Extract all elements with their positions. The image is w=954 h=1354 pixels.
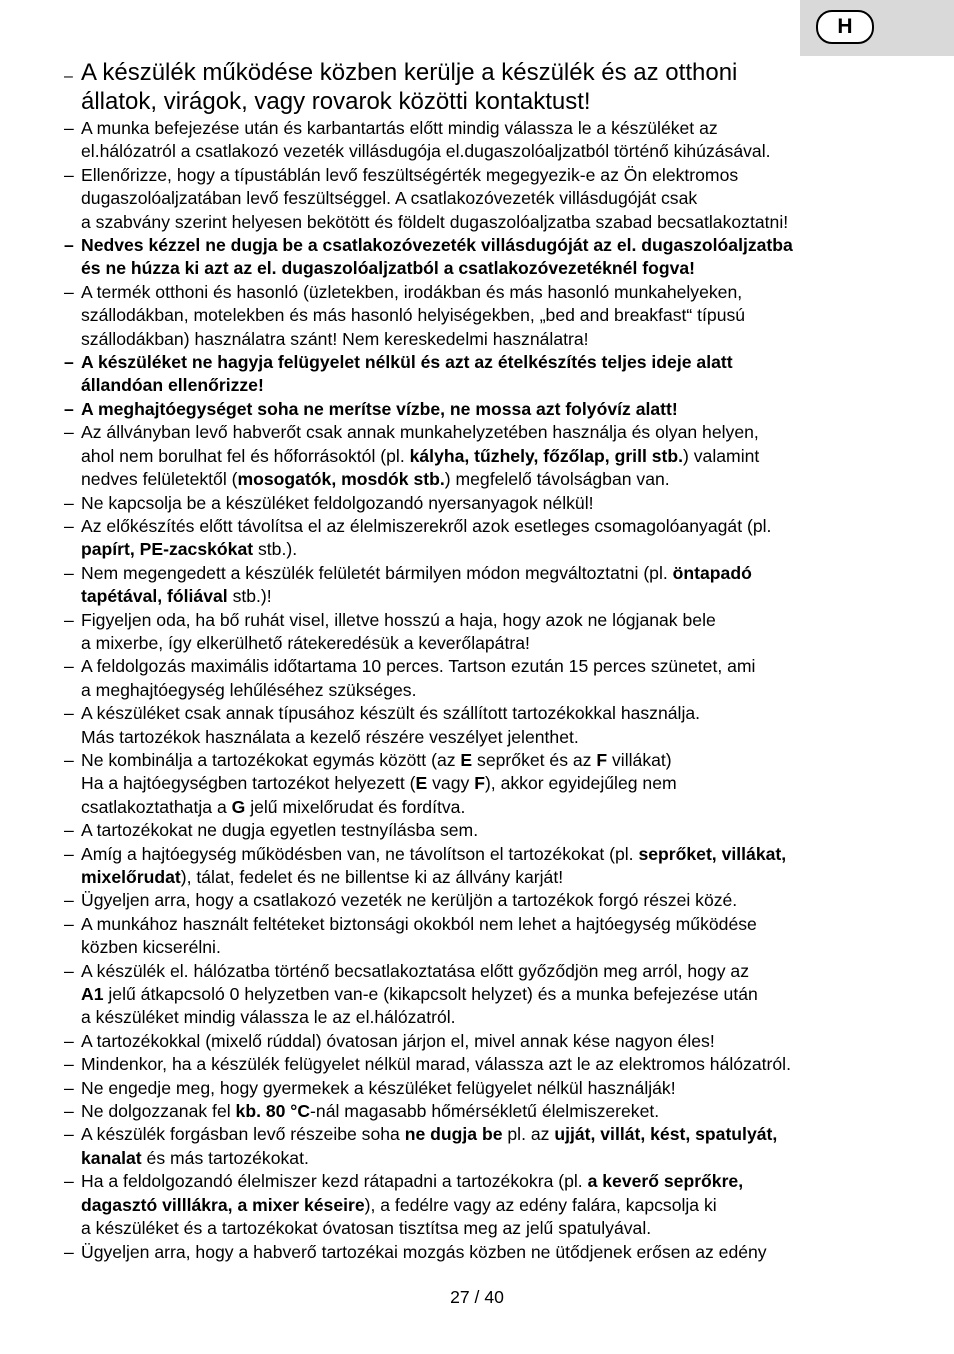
instruction-item [64,234,914,281]
instruction-item [64,655,914,702]
text-run: stb.). [253,539,298,560]
bold-text: kanalat [81,1147,142,1168]
text-run: ) megfelelő távolságban van. [444,469,670,490]
instruction-item [64,960,914,1030]
text-run: és más tartozékokat. [141,1147,309,1168]
text-run: jelű átkapcsoló 0 helyzetben van-e (kikapcsolt helyzet) és a munka befejezése után [103,984,758,1005]
text-run: Ügyeljen arra, hogy a habverő tartozékai mozgás közben ne ütődjenek erősen az edény [81,1241,767,1262]
text-run: Mindenkor, ha a készülék felügyelet nélkül marad, válassza azt le az elektromos hálózatról. [81,1054,791,1075]
language-badge: H [816,10,874,44]
bold-text: kályha, tűzhely, főzőlap, grill stb. [409,445,684,466]
instruction-item [64,702,914,749]
text-run: a meghajtóegység lehűléséhez szükséges. [81,679,417,700]
text-run: A készülék el. hálózatba történő becsatlakoztatása előtt győződjön meg arról, hogy az [81,960,749,981]
text-run: Az állványban levő habverőt csak annak munkahelyzetében használja és olyan helyen, [81,422,759,443]
page-number: 27 / 40 [450,1287,504,1307]
bold-text: F [596,749,608,770]
bullet-dash: – [64,820,74,841]
instruction-item [64,1053,914,1076]
instruction-item [64,421,914,491]
instruction-item [64,1123,914,1170]
text-run: A készülék működése közben kerülje a készülék és az otthoni [81,59,738,86]
bullet-dash: – [64,1241,74,1262]
text-run: A munka befejezése után és karbantartás előtt mindig válassza le a készüléket az [81,118,718,138]
instruction-item [64,843,914,890]
bullet-dash: – [64,656,74,677]
text-run: a készüléket mindig válassza le az el.hálózatról. [81,1007,456,1028]
text-run: A készüléket ne hagyja felügyelet nélkül és azt az ételkészítés teljes ideje alatt [81,352,733,373]
bullet-dash: – [64,164,74,185]
text-run: Az előkészítés előtt távolítsa el az élelmiszerekről azok esetleges csomagolóanyagát (pl. [81,515,772,536]
instruction-item [64,58,914,116]
text-run: Ne engedje meg, hogy gyermekek a készüléket felügyelet nélkül használják! [81,1077,676,1098]
text-run: el.hálózatról a csatlakozó vezeték villásdugója el.dugaszolóaljzatból történő kihúzásával. [81,141,771,162]
bullet-dash: – [64,68,73,85]
instruction-item [64,913,914,960]
text-run: ) valamint [683,445,760,466]
bold-text: E [460,749,473,770]
instructions-list [64,58,914,1264]
bold-text: a keverő seprőkre, [587,1171,744,1192]
instruction-item [64,515,914,562]
bullet-dash: – [64,352,74,373]
text-run: A termék otthoni és hasonló (üzletekben, irodákban és más hasonló munkahelyeken, [81,281,743,302]
instruction-item [64,1077,914,1100]
bullet-dash: – [64,492,74,513]
bullet-dash: – [64,843,74,864]
instruction-item [64,1030,914,1053]
text-run: Nem megengedett a készülék felületét bármilyen módon megváltoztatni (pl. [81,562,673,583]
text-run: A készülék forgásban levő részeibe soha [81,1124,405,1145]
instruction-item [64,609,914,656]
text-run: vagy [427,773,475,794]
bold-text: seprőket, villákat, [638,843,787,864]
text-run: Ne kombinálja a tartozékokat egymás között (az [81,749,461,770]
bullet-dash: – [64,1171,74,1192]
bold-text: A1 [81,984,104,1005]
text-run: stb.)! [227,586,272,607]
text-run: nedves felületektől ( [81,469,238,490]
text-run: állandóan ellenőrizze! [81,375,264,396]
instruction-item [64,351,914,398]
text-run: Ügyeljen arra, hogy a csatlakozó vezeték ne kerüljön a tartozékok forgó részei közé. [81,890,738,911]
instruction-item [64,398,914,421]
instruction-item [64,117,914,164]
bullet-dash: – [64,960,74,981]
text-run: Amíg a hajtóegység működésben van, ne távolítson el tartozékokat (pl. [81,843,639,864]
text-run: Ha a hajtóegységben tartozékot helyezett ( [81,773,416,794]
bullet-dash: – [64,1054,74,1075]
text-run: a mixerbe, így elkerülhető rátekeredésük a keverőlapátra! [81,632,530,653]
bold-text: G [231,796,246,817]
bullet-dash: – [64,515,74,536]
text-run: Figyeljen oda, ha bő ruhát visel, illetve hosszú a haja, hogy azok ne lógjanak bele [81,609,716,630]
bold-text: öntapadó [672,562,752,583]
bold-text: tapétával, fóliával [81,586,228,607]
bullet-dash: – [64,1101,74,1122]
text-run: ), akkor egyidejűleg nem [484,773,677,794]
text-run: A készüléket csak annak típusához készült és szállított tartozékokkal használja. [81,703,701,724]
text-run: állatok, virágok, vagy rovarok közötti kontaktust! [81,88,591,115]
bullet-dash: – [64,398,74,419]
text-run: ), a fedélre vagy az edény falára, kapcsolja ki [364,1194,717,1215]
text-run: A feldolgozás maximális időtartama 10 perces. Tartson ezután 15 perces szünetet, ami [81,656,756,677]
bullet-dash: – [64,609,74,630]
instruction-item [64,492,914,515]
bullet-dash: – [64,913,74,934]
text-run: és ne húzza ki azt az el. dugaszolóaljzatból a csatlakozóvezetéknél fogva! [81,258,696,279]
text-run: pl. az [502,1124,555,1145]
instruction-item [64,889,914,912]
bold-text: ne dugja be [404,1124,503,1145]
text-run: szállodákban) használatra szánt! Nem kereskedelmi használatra! [81,328,589,349]
bold-text: papírt, PE-zacskókat [81,539,254,560]
instruction-item [64,819,914,842]
bullet-dash: – [64,749,74,770]
bullet-dash: – [64,890,74,911]
text-run: közben kicserélni. [81,937,221,958]
bullet-dash: – [64,118,74,138]
bold-text: E [415,773,428,794]
bold-text: F [474,773,485,794]
instruction-item [64,281,914,351]
text-run: dugaszolóaljzatában levő feszültséggel. A csatlakozóvezeték villásdugóját csak [81,188,698,209]
instruction-item [64,749,914,819]
text-run: -nál magasabb hőmérsékletű élelmiszereket. [310,1101,660,1122]
text-run: A munkához használt feltéteket biztonsági okokból nem lehet a hajtóegység működése [81,913,757,934]
bullet-dash: – [64,562,74,583]
bold-text: kb. 80 °C [235,1101,311,1122]
bullet-dash: – [64,281,74,302]
bullet-dash: – [64,1077,74,1098]
bold-text: mosogatók, mosdók stb. [237,469,445,490]
instruction-item [64,562,914,609]
text-run: seprőket és az [472,749,597,770]
bold-text: mixelőrudat [81,867,181,887]
text-run: A meghajtóegységet soha ne merítse vízbe, ne mossa azt folyóvíz alatt! [81,398,678,419]
text-run: ahol nem borulhat fel és hőforrásoktól (pl. [81,445,410,466]
text-run: A tartozékokkal (mixelő rúddal) óvatosan járjon el, mivel annak kése nagyon éles! [81,1030,715,1051]
bullet-dash: – [64,1030,74,1051]
bullet-dash: – [64,1124,74,1145]
bold-text: dagasztó villlákra, a mixer késeire [81,1194,365,1215]
text-run: Ne kapcsolja be a készüléket feldolgozandó nyersanyagok nélkül! [81,492,594,513]
text-run: ), tálat, fedelet és ne billentse ki az állvány karját! [180,867,564,887]
text-run: Ellenőrizze, hogy a típustáblán levő feszültségérték megegyezik-e az Ön elektromos [81,164,739,185]
text-run: Ne dolgozzanak fel [81,1101,236,1122]
bullet-dash: – [64,235,74,256]
instruction-item [64,1170,914,1240]
text-run: Ha a feldolgozandó élelmiszer kezd rátapadni a tartozékokra (pl. [81,1171,588,1192]
text-run: villákat) [607,749,672,770]
text-run: Más tartozékok használata a kezelő részére veszélyet jelenthet. [81,726,579,747]
bullet-dash: – [64,703,74,724]
instruction-item [64,1241,914,1264]
text-run: szállodákban, motelekben és más hasonló helyiségekben, „bed and breakfast“ típusú [81,305,746,326]
text-run: Nedves kézzel ne dugja be a csatlakozóvezeték villásdugóját az el. dugaszolóaljzatba [81,235,793,256]
language-tab [800,0,954,56]
text-run: jelű mixelőrudat és fordítva. [245,796,466,817]
text-run: a készüléket és a tartozékokat óvatosan tisztítsa meg az jelű spatulyával. [81,1218,652,1239]
text-run: A tartozékokat ne dugja egyetlen testnyílásba sem. [81,820,479,841]
text-run: csatlakoztathatja a [81,796,232,817]
instruction-item [64,164,914,234]
instruction-item [64,1100,914,1123]
bullet-dash: – [64,422,74,443]
text-run: a szabvány szerint helyesen bekötött és földelt dugaszolóaljzatba szabad becsatlakoztatni! [81,211,789,232]
bold-text: ujját, villát, kést, spatulyát, [554,1124,778,1145]
